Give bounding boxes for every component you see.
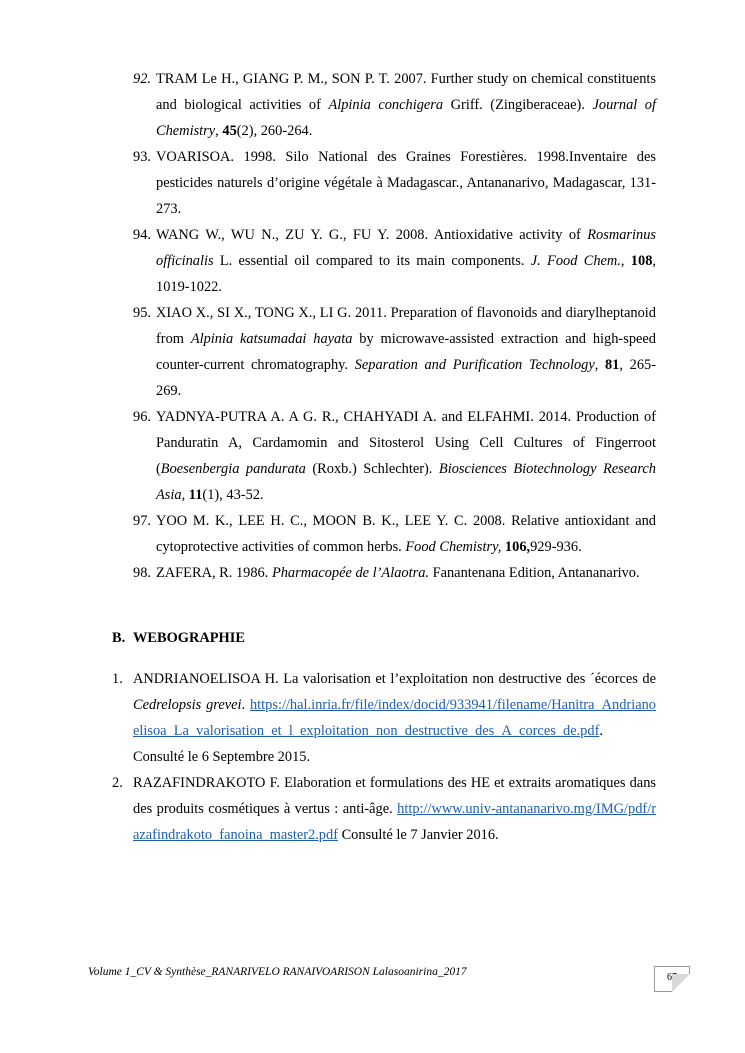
bold-volume: 108 [630,253,653,269]
italic-text: Separation and Purification Technology [354,357,595,373]
reference-number: 97. [133,513,151,529]
reference-text [156,227,656,295]
italic-text: Journal of Chemistry [156,97,657,139]
reference-text [156,149,656,217]
plain-text: (Roxb.) Schlechter). [305,461,439,477]
bold-volume: 81 [604,357,620,373]
webography-item [112,770,656,848]
italic-text: Biosciences Biotechnology Research Asia [156,461,656,503]
webography-list [112,666,656,848]
bold-volume: 106, [504,539,531,555]
plain-text: , 265-269. [156,357,656,399]
italic-text: Food Chemistry, [405,539,502,555]
plain-text: (1), 43-52. [202,487,264,503]
webography-item [112,666,656,770]
plain-text: (2), 260-264. [236,123,313,139]
reference-number: 93. [133,149,151,165]
footer-text: Volume 1_CV & Synthèse_RANARIVELO RANAIVOARISON Lalasoanirina_2017 [88,966,467,978]
plain-text: RAZAFINDRAKOTO F. Elaboration et formulations des HE et extraits aromatiques dans des produits cosmétiques à vertus : anti-âge. [133,775,656,817]
plain-text: , [620,253,631,269]
plain-text: ZAFERA, R. 1986. [156,565,272,581]
italic-text: Cedrelopsis grevei [133,697,242,713]
reference-list [133,66,656,586]
plain-text: TRAM Le H., GIANG P. M., SON P. T. 2007. Further study on chemical constituents and biological activities of [156,71,656,113]
reference-item [133,144,656,222]
plain-text: . [241,697,250,713]
reference-number: 92. [133,71,151,87]
reference-item [133,508,656,560]
reference-text [156,71,656,139]
reference-number: 95. [133,305,151,321]
webography-number: 1. [112,671,123,687]
bold-volume: 45 [222,123,237,139]
plain-text: , [181,487,189,503]
plain-text: , 1019-1022. [156,253,656,295]
bold-volume: 11 [188,487,203,503]
section-letter: B. [112,630,126,646]
reference-item [133,222,656,300]
plain-text: by microwave-assisted extraction and high-speed counter-current chromatography. [156,331,656,373]
webography-text [133,671,656,765]
plain-text: , [215,123,223,139]
plain-text: VOARISOA. 1998. Silo National des Graines Forestières. 1998.Inventaire des pesticides naturels d’origine végétale à Madagascar., Antananarivo, Madagascar, 131-273. [156,149,656,217]
reference-item [133,560,656,586]
reference-item [133,66,656,144]
italic-text: Alpinia katsumadai hayata [190,331,353,347]
webography-text [133,775,656,843]
italic-text: Pharmacopée de l’Alaotra. [271,565,429,581]
plain-text: Consulté le 7 Janvier 2016. [337,827,499,843]
plain-text: YOO M. K., LEE H. C., MOON B. K., LEE Y. C. 2008. Relative antioxidant and cytoprotective activities of common herbs. [156,513,656,555]
reference-item [133,404,656,508]
page-fold-corner [672,974,690,992]
plain-text: WANG W., WU N., ZU Y. G., FU Y. 2008. Antioxidative activity of [156,227,588,243]
page-number: 67 [667,972,677,983]
reference-link[interactable]: http://www.univ-antananarivo.mg/IMG/pdf/razafindrakoto_fanoina_master2.pdf [133,801,656,843]
plain-text: , [594,357,605,373]
reference-item [133,300,656,404]
italic-text: Rosmarinus officinalis [156,227,656,269]
plain-text: L. essential oil compared to its main components. [213,253,531,269]
reference-text [156,409,656,503]
plain-text: YADNYA-PUTRA A. A G. R., CHAHYADI A. and ELFAHMI. 2014. Production of Panduratin A, Cardamomin and Sitosterol Using Cell Cultures of Fingerroot ( [156,409,656,477]
reference-number: 98. [133,565,151,581]
plain-text: . Consulté le 6 Septembre 2015. [133,723,603,765]
plain-text: Fanantenana Edition, Antananarivo. [429,565,640,581]
reference-number: 96. [133,409,151,425]
italic-text: Boesenbergia pandurata [160,461,306,477]
italic-text: J. Food Chem. [530,253,621,269]
reference-text [156,513,656,555]
reference-link[interactable]: https://hal.inria.fr/file/index/docid/933941/filename/Hanitra_Andrianoelisoa_La_valorisation_et_l_exploitation_non_destructive_des_A_corces_de.pdf [133,697,656,739]
plain-text: ANDRIANOELISOA H. La valorisation et l’exploitation non destructive des ´écorces de [133,671,656,687]
italic-text: Alpinia conchigera [328,97,444,113]
plain-text: 929-936. [530,539,582,555]
reference-number: 94. [133,227,151,243]
section-heading-webographie [112,626,245,650]
plain-text: Griff. (Zingiberaceae). [443,97,593,113]
section-title: WEBOGRAPHIE [133,630,245,646]
reference-text [156,305,656,399]
reference-text [156,565,640,581]
plain-text: XIAO X., SI X., TONG X., LI G. 2011. Preparation of flavonoids and diarylheptanoid from [156,305,656,347]
webography-number: 2. [112,775,123,791]
page-number-box [654,966,690,992]
